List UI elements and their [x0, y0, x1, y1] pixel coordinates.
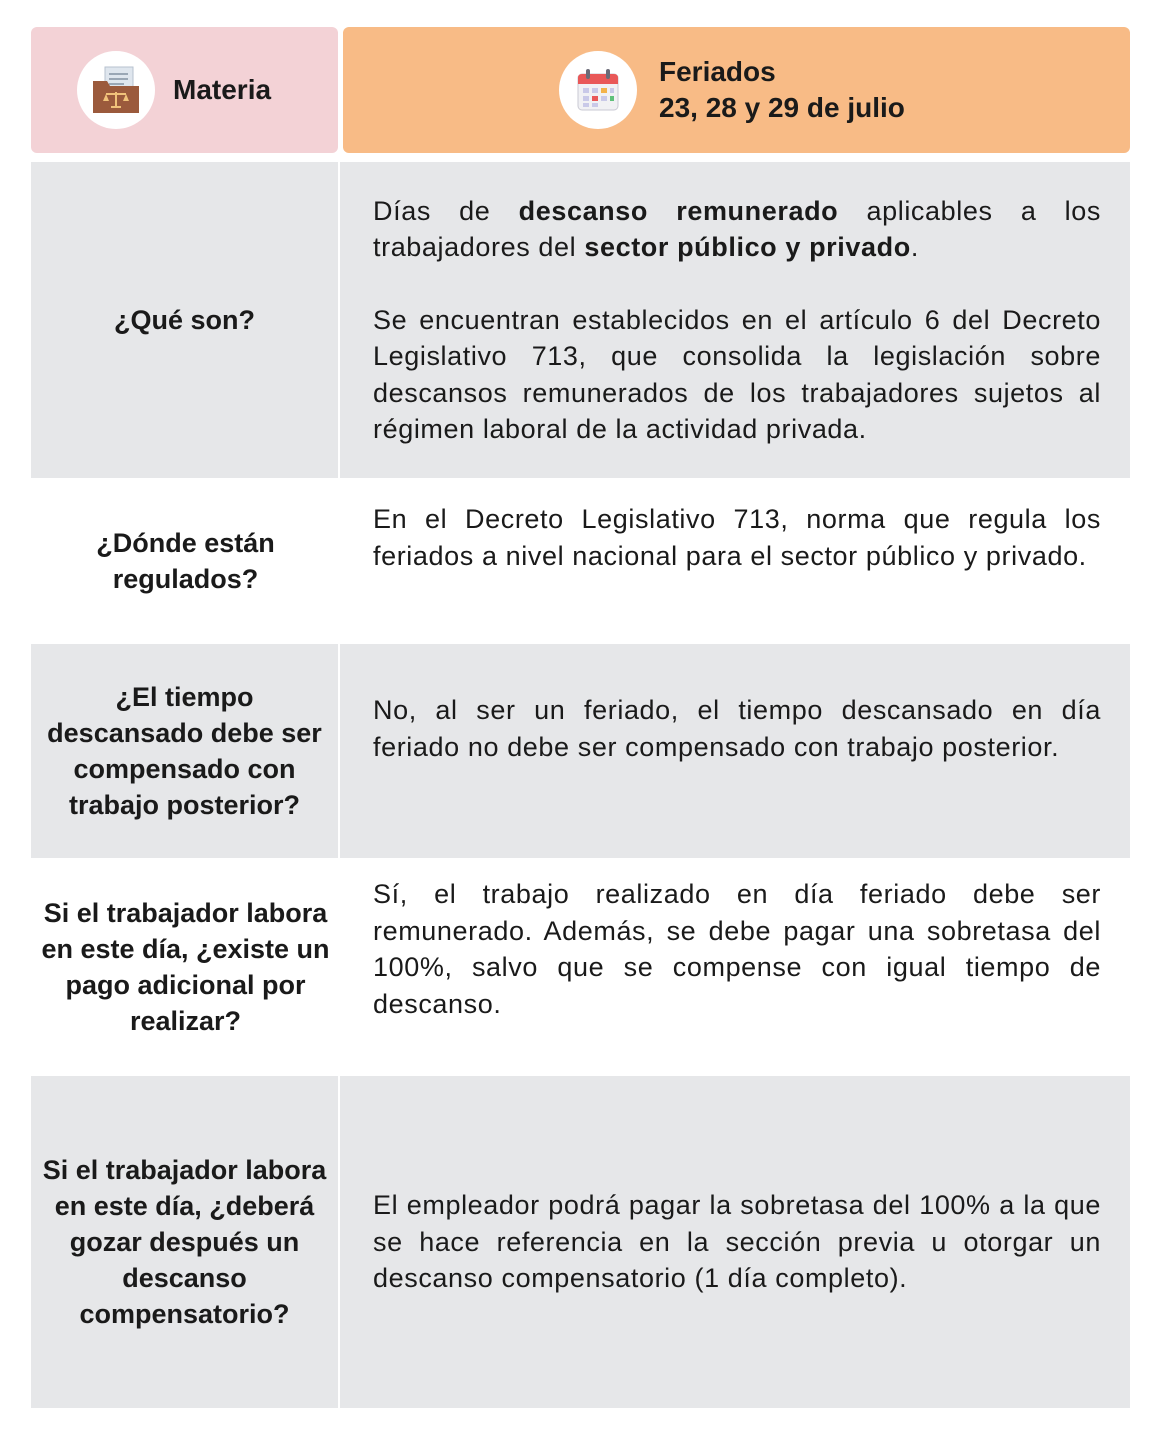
answer-text: Días de [373, 195, 519, 226]
answer-paragraph [373, 193, 1101, 266]
row-answer [340, 1076, 1130, 1408]
header-feriados [343, 27, 1130, 153]
table-row [31, 1076, 1130, 1408]
row-question: Si el trabajador labora en este día, ¿deberá gozar después un descanso compensatorio? [31, 1076, 340, 1408]
row-question: ¿El tiempo descansado debe ser compensado con trabajo posterior? [31, 644, 340, 858]
row-question: Si el trabajador labora en este día, ¿existe un pago adicional por realizar? [41, 898, 330, 1036]
row-question: ¿Dónde están regulados? [96, 528, 275, 594]
answer-text: Sí, el trabajo realizado en día feriado debe ser remunerado. Además, se debe pagar una sobretasa del 100%, salvo que se compense con igual tiempo de descanso. [373, 879, 1101, 1019]
row-answer [340, 478, 1130, 644]
table-row [31, 644, 1130, 858]
table-row [31, 478, 1130, 644]
answer-bold-text: sector público y privado [584, 232, 911, 262]
answer-text: No, al ser un feriado, el tiempo descansado en día feriado no debe ser compensado con trabajo posterior. [373, 695, 1101, 762]
answer-paragraph: Se encuentran establecidos en el artículo 6 del Decreto Legislativo 713, que consolida la legislación sobre descansos remunerados de los trabajadores sujetos al régimen laboral de la actividad privada. [373, 304, 1101, 444]
header-title-line2: 23, 28 y 29 de julio [659, 92, 905, 123]
header-materia-label: Materia [173, 74, 272, 105]
table-row [31, 858, 1130, 1076]
header-feriados-title [659, 54, 905, 126]
answer-bold-text: descanso remunerado [518, 195, 839, 226]
header-materia [31, 27, 338, 153]
table-row [31, 162, 1130, 478]
answer-text: . [910, 232, 919, 262]
calendar-icon [559, 51, 637, 129]
answer-text: En el Decreto Legislativo 713, norma que regula los feriados a nivel nacional para el sector público y privado. [373, 504, 1101, 571]
legal-folder-icon [77, 51, 155, 129]
row-answer [340, 858, 1130, 1076]
row-answer [340, 644, 1130, 858]
row-answer [340, 162, 1130, 478]
answer-text: El empleador podrá pagar la sobretasa del 100% a la que se hace referencia en la sección previa u otorgar un descanso compensatorio (1 día completo). [373, 1190, 1101, 1294]
row-question: ¿Qué son? [31, 162, 340, 478]
answer-text: aplicables a los trabajadores del [373, 195, 1101, 262]
header-title-line1: Feriados [659, 56, 776, 87]
